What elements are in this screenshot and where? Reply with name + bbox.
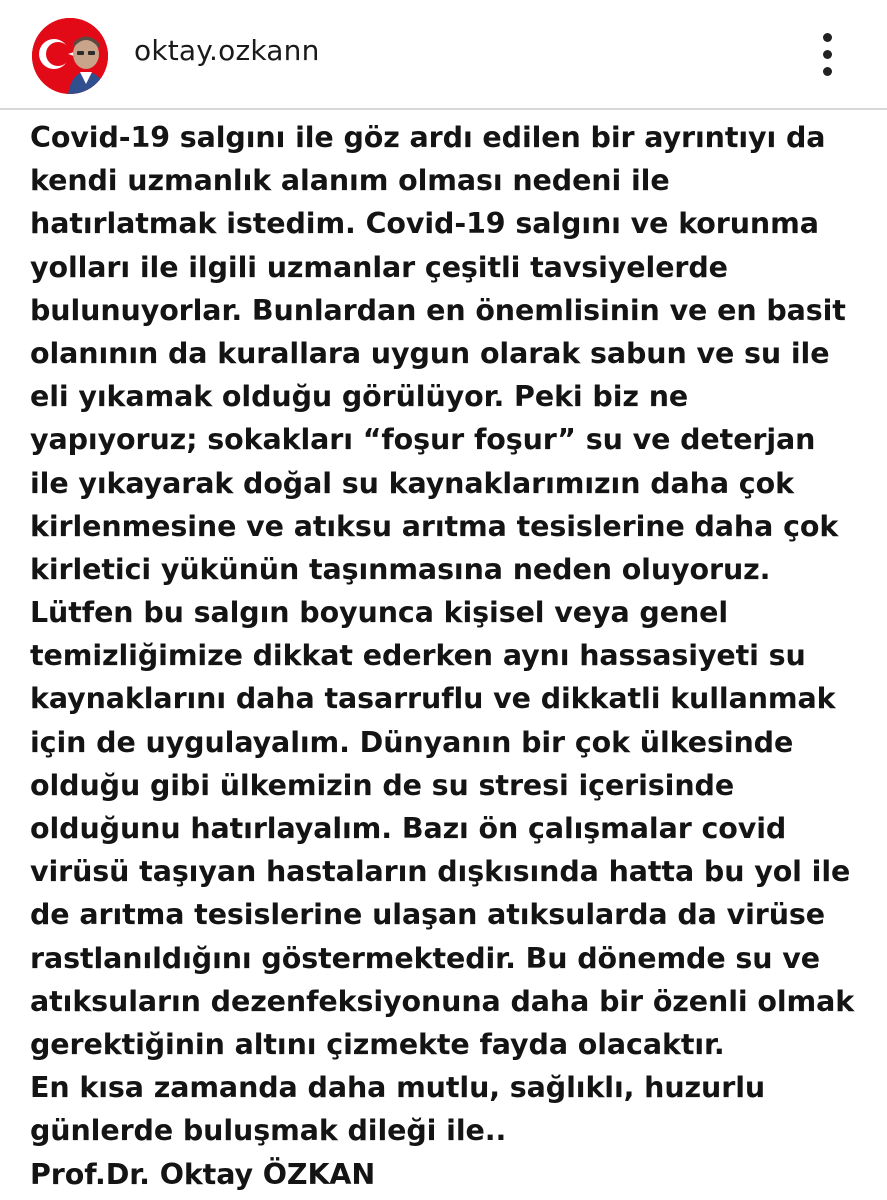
caption-line: olduğunu hatırlayalım. Bazı ön çalışmalar covid xyxy=(30,812,787,845)
caption-line: gerektiğinin altını çizmekte fayda olacaktır. xyxy=(30,1027,725,1061)
vertical-ellipsis-icon xyxy=(823,50,832,59)
caption-line: hatırlatmak istedim. Covid-19 salgını ve korunma xyxy=(30,207,819,241)
caption-line: atıksuların dezenfeksiyonuna daha bir özenli olmak xyxy=(30,984,855,1018)
caption-line: için de uygulayalım. Dünyanın bir çok ülkesinde xyxy=(30,725,794,759)
caption-line: Lütfen bu salgın boyunca kişisel veya genel xyxy=(30,596,729,630)
caption-line: eli yıkamak olduğu görülüyor. Peki biz ne xyxy=(30,380,689,414)
caption-line: yapıyoruz; sokakları “foşur foşur” su ve deterjan xyxy=(30,423,816,457)
caption-line: yolları ile ilgili uzmanlar çeşitli tavsiyelerde xyxy=(30,250,728,284)
caption-line: günlerde buluşmak dileği ile.. xyxy=(30,1114,507,1148)
caption-line: ile yıkayarak doğal su kaynaklarımızın daha çok xyxy=(30,466,794,500)
caption-line: temizliğimize dikkat ederken aynı hassasiyeti su xyxy=(30,639,806,673)
caption-line: de arıtma tesislerine ulaşan atıksularda da virüse xyxy=(30,898,825,932)
caption-line: kirlenmesine ve atıksu arıtma tesislerine daha çok xyxy=(30,509,839,543)
caption-line: olduğu gibi ülkemizin de su stresi içerisinde xyxy=(30,768,735,802)
post-header xyxy=(0,0,887,108)
more-options-button[interactable] xyxy=(812,30,844,80)
header-divider xyxy=(0,108,887,110)
vertical-ellipsis-icon xyxy=(823,33,832,42)
caption-line: kirletici yükünün taşınmasına neden oluyoruz. xyxy=(30,552,771,586)
username[interactable]: oktay.ozkann xyxy=(134,34,320,67)
caption-line: rastlanıldığını göstermektedir. Bu dönemde su ve xyxy=(30,941,820,975)
post-caption xyxy=(30,116,880,1196)
caption-line: Covid-19 salgını ile göz ardı edilen bir ayrıntıyı da xyxy=(30,121,826,154)
vertical-ellipsis-icon xyxy=(823,67,832,76)
avatar[interactable] xyxy=(32,18,108,94)
caption-line: olanının da kurallara uygun olarak sabun ve su ile xyxy=(30,336,830,370)
caption-line: virüsü taşıyan hastaların dışkısında hatta bu yol ile xyxy=(30,855,851,889)
caption-line: kendi uzmanlık alanım olması nedeni ile xyxy=(30,164,670,198)
author-signature: Prof.Dr. Oktay ÖZKAN xyxy=(30,1157,376,1191)
caption-line: kaynaklarını daha tasarruflu ve dikkatli kullanmak xyxy=(30,682,836,716)
avatar-image xyxy=(32,18,108,94)
caption-line: En kısa zamanda daha mutlu, sağlıklı, huzurlu xyxy=(30,1071,766,1105)
caption-line: bulunuyorlar. Bunlardan en önemlisinin ve en basit xyxy=(30,293,846,327)
